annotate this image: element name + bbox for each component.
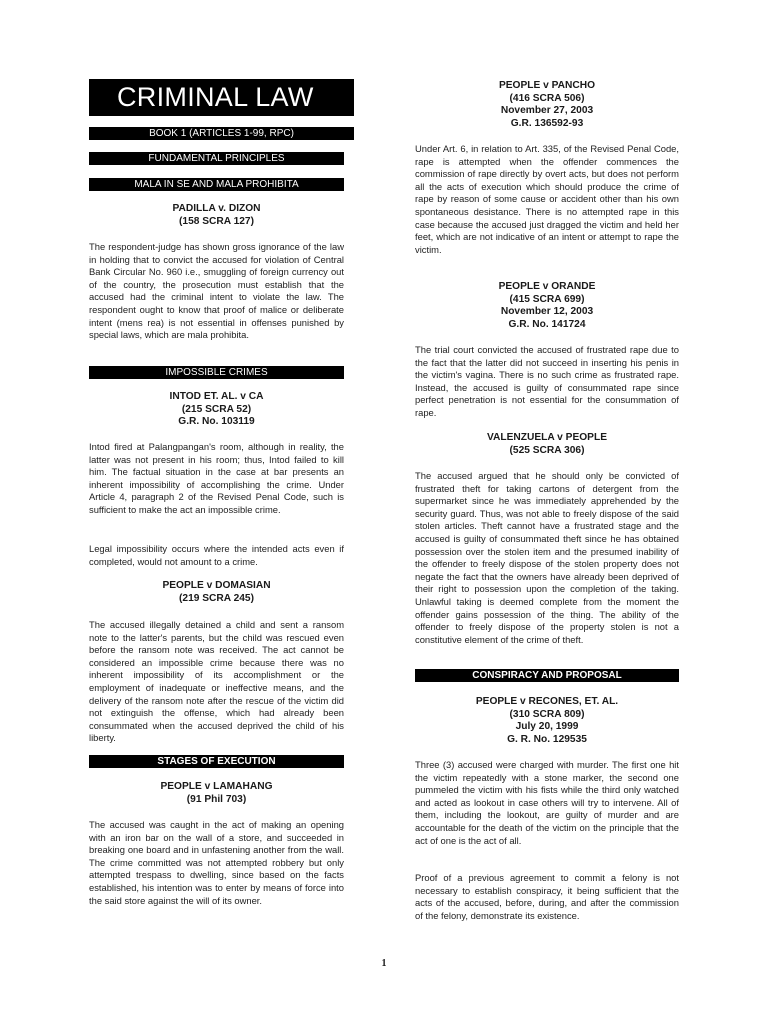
case-heading-lamahang bbox=[89, 781, 344, 806]
case-summary-intod-2: Legal impossibility occurs where the intended acts even if completed, would not amount to a crime. bbox=[89, 543, 344, 567]
case-heading-intod bbox=[89, 391, 344, 429]
case-summary-recones-2: Proof of a previous agreement to commit a felony is not necessary to establish conspiracy, it being sufficient that the acts of the accused, before, during, and after the commission of the felony, demonstrate its existence. bbox=[415, 872, 679, 921]
case-date: July 20, 1999 bbox=[515, 721, 579, 733]
case-gr-number: G. R. No. 129535 bbox=[507, 733, 587, 745]
section-conspiracy-and-proposal: CONSPIRACY AND PROPOSAL bbox=[415, 669, 679, 682]
case-summary-recones: Three (3) accused were charged with murder. The first one hit the victim repeatedly with a stone marker, the second one pummeled the victim with his fists while the third only watched and acted as lookout in case others will try to intervene. All of them, including the lookout, are guilty of murder and are accountable for the death of the victim on the principle that the act of one is the act of all. bbox=[415, 759, 679, 846]
case-summary-lamahang: The accused was caught in the act of making an opening with an iron bar on the wall of a store, and succeeded in breaking one board and in unfastening another from the wall. The crime committed was not attempted robbery but only attempted trespass to dwelling, since based on the facts established, his intention was to enter by means of force into the said store against the will of its owner. bbox=[89, 819, 344, 906]
case-name: VALENZUELA v PEOPLE bbox=[486, 432, 607, 443]
case-summary-valenzuela: The accused argued that he should only be convicted of frustrated theft for taking cartons of detergent from the supermarket since he was immediately apprehended by the security guard. Thus, was not able to freely dispose of the said stolen articles. Theft cannot have a frustrated stage and the accused is guilty of consummated theft since he has obtained possession over the stolen item and the presumed inability of the offender to freely dispose of the stolen property does not negate the fact that the owners have already been deprived of their right to possession upon the completion of the taking. Unlawful taking is deemed complete from the moment the offender gains possession of the thing. The ability of the offender to freely dispose of the property stolen is not a constitutive element of the crime of theft. bbox=[415, 470, 679, 645]
case-citation: (219 SCRA 245) bbox=[179, 592, 254, 604]
section-fundamental-principles: FUNDAMENTAL PRINCIPLES bbox=[89, 152, 344, 165]
case-name: PEOPLE v DOMASIAN bbox=[162, 580, 271, 591]
page-number: 1 bbox=[381, 958, 387, 969]
case-citation: (158 SCRA 127) bbox=[179, 215, 254, 227]
case-citation: (525 SCRA 306) bbox=[509, 444, 585, 456]
case-heading-domasian bbox=[89, 580, 344, 605]
case-citation: (310 SCRA 809) bbox=[509, 708, 585, 720]
case-citation: (91 Phil 703) bbox=[186, 793, 247, 805]
case-citation: (215 SCRA 52) bbox=[181, 403, 252, 415]
case-summary-domasian: The accused illegally detained a child and sent a ransom note to the latter's parents, but the child was rescued even before the ransom note was received. The act cannot be considered an impossible crime because there was no inherent impossibility of its accomplishment or the employment of inadequate or ineffective means, and the delivery of the ransom note after the rescue of the victim did not extinguish the offense, which had already been consummated when the accused deprived the child of his liberty. bbox=[89, 619, 344, 744]
document-title: CRIMINAL LAW bbox=[89, 79, 354, 116]
case-name: INTOD ET. AL. v CA bbox=[169, 391, 264, 402]
case-name: PEOPLE v PANCHO bbox=[498, 80, 596, 91]
case-name: PADILLA v. DIZON bbox=[172, 203, 261, 214]
case-heading-valenzuela bbox=[415, 432, 679, 457]
case-gr-number: G.R. 136592-93 bbox=[510, 117, 584, 129]
case-heading-recones bbox=[415, 696, 679, 746]
case-date: November 27, 2003 bbox=[500, 105, 594, 117]
case-summary-padilla: The respondent-judge has shown gross ignorance of the law in holding that to convict the accused for violation of Central Bank Circular No. 960 i.e., smuggling of foreign currency out of the country, the prosecution must establish that the accused had the criminal intent to violate the law. The respondent ought to know that proof of malice or deliberate intent (mens rea) is not essential in offenses punished by special laws, which are mala prohibita. bbox=[89, 241, 344, 341]
book-label-bar: BOOK 1 (ARTICLES 1-99, RPC) bbox=[89, 127, 354, 140]
case-heading-padilla bbox=[89, 203, 344, 228]
case-date: November 12, 2003 bbox=[500, 306, 594, 318]
section-mala-in-se: MALA IN SE AND MALA PROHIBITA bbox=[89, 178, 344, 191]
case-name: PEOPLE v RECONES, ET. AL. bbox=[475, 696, 619, 707]
case-gr-number: G.R. No. 141724 bbox=[508, 318, 586, 330]
case-heading-pancho bbox=[415, 80, 679, 130]
case-summary-pancho: Under Art. 6, in relation to Art. 335, of the Revised Penal Code, rape is attempted when the offender commences the commission of rape directly by overt acts, but does not perform all the acts of execution which should produce the crime of rape by reason of some cause or accident other than his own spontaneous desistance. There is no attempted rape in this case because the accused just dragged the victim and held her feet, which are not indicative of an intent or attempt to rape the victim. bbox=[415, 143, 679, 255]
case-heading-orande bbox=[415, 281, 679, 331]
case-summary-intod: Intod fired at Palangpangan's room, although in reality, the latter was not present in his room; thus, Intod failed to kill him. The factual situation in the case at bar presents an inherent impossibility of accomplishing the crime. Under Article 4, paragraph 2 of the Revised Penal Code, such is sufficient to make the act an impossible crime. bbox=[89, 441, 344, 515]
case-citation: (415 SCRA 699) bbox=[509, 293, 585, 305]
case-gr-number: G.R. No. 103119 bbox=[178, 416, 255, 428]
section-stages-of-execution: STAGES OF EXECUTION bbox=[89, 755, 344, 768]
case-summary-orande: The trial court convicted the accused of frustrated rape due to the fact that the latter did not succeed in inserting his penis in the victim's vagina. There is no such crime as frustrated rape. Instead, the accused is guilty of consummated rape since perfect penetration is not essential for the consummation of rape. bbox=[415, 344, 679, 418]
case-name: PEOPLE v LAMAHANG bbox=[160, 781, 273, 792]
section-impossible-crimes: IMPOSSIBLE CRIMES bbox=[89, 366, 344, 379]
case-name: PEOPLE v ORANDE bbox=[498, 281, 596, 292]
case-citation: (416 SCRA 506) bbox=[509, 92, 585, 104]
